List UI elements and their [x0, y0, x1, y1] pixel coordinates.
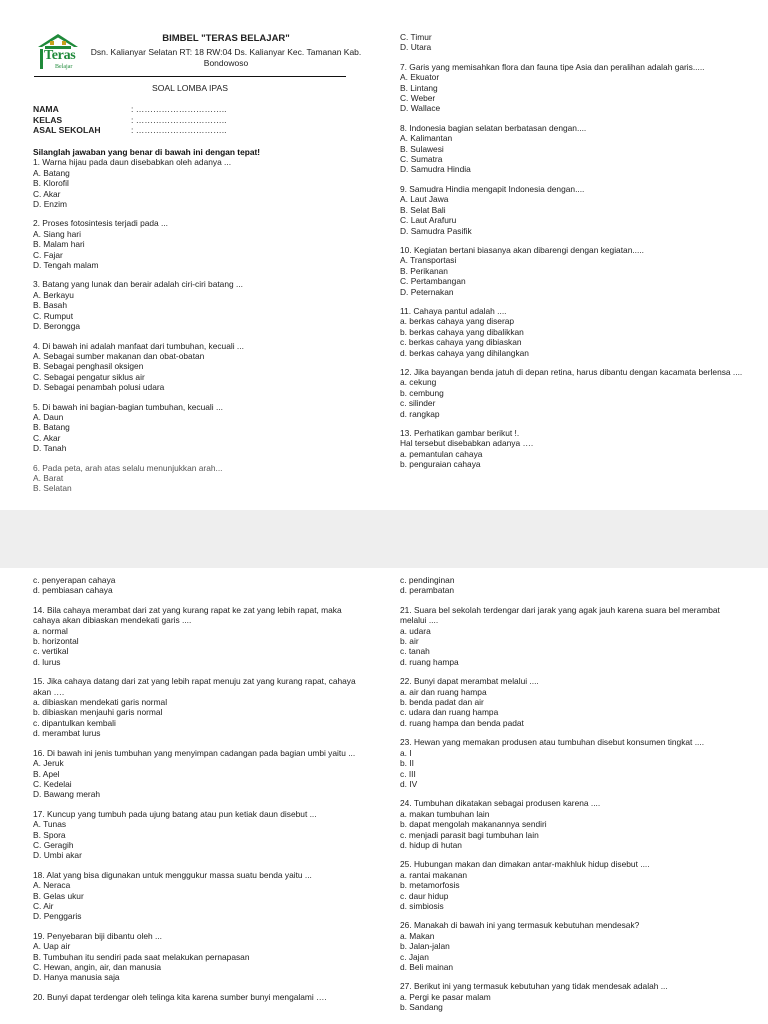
question-text: 7. Garis yang memisahkan flora dan fauna tipe Asia dan peralihan adalah garis.....: [400, 61, 705, 72]
answer-option[interactable]: B. Apel: [33, 768, 60, 779]
answer-option[interactable]: c. vertikal: [33, 646, 69, 657]
question-text: 19. Penyebaran biji dibantu oleh ...: [33, 930, 162, 941]
answer-option[interactable]: a. udara: [400, 625, 431, 636]
answer-option[interactable]: A. Berkayu: [33, 289, 74, 300]
answer-option[interactable]: B. Gelas ukur: [33, 890, 84, 901]
question-text: 3. Batang yang lunak dan berair adalah ciri-ciri batang ...: [33, 279, 243, 290]
answer-option[interactable]: a. berkas cahaya yang diserap: [400, 316, 515, 327]
answer-option[interactable]: a. dibiaskan mendekati garis normal: [33, 697, 168, 708]
answer-option[interactable]: B. Perikanan: [400, 265, 448, 276]
answer-option[interactable]: d. hidup di hutan: [400, 839, 462, 850]
answer-option[interactable]: c. daur hidup: [400, 890, 449, 901]
answer-option[interactable]: A. Siang hari: [33, 228, 81, 239]
question-text: 18. Alat yang bisa digunakan untuk menggukur massa suatu benda yaitu ...: [33, 869, 312, 880]
question-item: [400, 859, 745, 911]
question-item: [400, 184, 745, 236]
identity-fill-line[interactable]: : …………………………..: [131, 114, 227, 125]
page2-right-column: [400, 575, 745, 1022]
answer-option[interactable]: b. dapat mengolah makanannya sendiri: [400, 819, 547, 830]
answer-option[interactable]: d. Beli mainan: [400, 962, 454, 972]
answer-option[interactable]: B. Malam hari: [33, 239, 85, 250]
answer-option[interactable]: b. metamorfosis: [400, 880, 460, 891]
answer-option[interactable]: b. Sandang: [400, 1002, 443, 1013]
page-title: SOAL LOMBA IPAS: [152, 83, 228, 93]
question-item: [33, 575, 358, 596]
question-text: 22. Bunyi dapat merambat melalui ....: [400, 676, 539, 687]
question-text: 6. Pada peta, arah atas selalu menunjukkan arah...: [33, 462, 223, 473]
answer-option[interactable]: b. berkas cahaya yang dibalikkan: [400, 326, 524, 337]
answer-option[interactable]: b. Jalan-jalan: [400, 941, 450, 952]
answer-option[interactable]: d. ruang hampa: [400, 656, 459, 667]
institution-address: Dsn. Kalianyar Selatan RT: 18 RW:04 Ds. Kalianyar Kec. Tamanan Kab. Bondowoso: [90, 47, 362, 68]
answer-option[interactable]: A. Uap air: [33, 941, 71, 952]
answer-option[interactable]: c. berkas cahaya yang dibiaskan: [400, 337, 522, 348]
question-item: [400, 306, 745, 358]
question-text: 4. Di bawah ini adalah manfaat dari tumbuhan, kecuali ...: [33, 340, 244, 351]
answer-option[interactable]: B. Sebagai penghasil oksigen: [33, 361, 144, 372]
page1-right-column: [400, 32, 745, 479]
instruction-text: Silanglah jawaban yang benar di bawah ini dengan tepat!: [33, 147, 261, 157]
answer-option[interactable]: C. Weber: [400, 93, 436, 104]
answer-option[interactable]: a. I: [400, 747, 412, 758]
question-text: 15. Jika cahaya datang dari zat yang lebih rapat menuju zat yang kurang rapat, cahaya akan ….: [33, 676, 356, 697]
answer-option[interactable]: d. rangkap: [400, 408, 440, 419]
answer-option[interactable]: d. berkas cahaya yang dihilangkan: [400, 347, 529, 358]
answer-option[interactable]: D. Peternakan: [400, 286, 454, 297]
answer-option[interactable]: B. Tumbuhan itu sendiri pada saat melakukan pernapasan: [33, 951, 250, 962]
answer-option[interactable]: D. Umbi akar: [33, 850, 82, 861]
question-text: 26. Manakah di bawah ini yang termasuk kebutuhan mendesak?: [400, 920, 640, 931]
answer-option[interactable]: C. Fajar: [33, 249, 63, 260]
answer-option[interactable]: C. Laut Arafuru: [400, 215, 457, 226]
question-text: 27. Berikut ini yang termasuk kebutuhan yang tidak mendesak adalah ...: [400, 981, 668, 992]
answer-option[interactable]: B. Spora: [33, 829, 66, 840]
answer-option[interactable]: B. Lintang: [400, 82, 438, 93]
answer-option[interactable]: d. simbiosis: [400, 900, 444, 911]
question-text: 12. Jika bayangan benda jatuh di depan retina, harus dibantu dengan kacamata berlensa ....: [400, 366, 743, 377]
question-item: [33, 463, 383, 494]
question-item: [33, 218, 383, 270]
answer-option[interactable]: C. Geragih: [33, 839, 74, 850]
answer-option[interactable]: C. Akar: [33, 432, 61, 443]
answer-option[interactable]: a. Makan: [400, 930, 435, 941]
question-item: [33, 870, 358, 922]
question-text: 5. Di bawah ini bagian-bagian tumbuhan, kecuali ...: [33, 401, 223, 412]
answer-option[interactable]: a. rantai makanan: [400, 869, 468, 880]
question-text: 23. Hewan yang memakan produsen atau tumbuhan disebut konsumen tingkat ....: [400, 737, 705, 748]
answer-option[interactable]: C. Akar: [33, 188, 61, 199]
question-item: [33, 992, 358, 1002]
question-item: [400, 123, 745, 175]
answer-option[interactable]: b. benda padat dan air: [400, 697, 484, 708]
answer-option[interactable]: D. Hanya manusia saja: [33, 972, 120, 983]
answer-option[interactable]: c. penyerapan cahaya: [33, 575, 116, 585]
question-item: [33, 676, 358, 738]
identity-block: [33, 104, 227, 136]
identity-label: ASAL SEKOLAH: [33, 125, 101, 136]
identity-row-kelas: [33, 115, 227, 126]
answer-option[interactable]: b. cembung: [400, 387, 444, 398]
question-text: 13. Perhatikan gambar berikut !. Hal tersebut disebabkan adanya ….: [400, 428, 534, 449]
answer-option[interactable]: D. Samudra Hindia: [400, 164, 471, 175]
answer-option[interactable]: b. II: [400, 758, 414, 769]
page1-left-column: [33, 147, 383, 503]
answer-option[interactable]: D. Samudra Pasifik: [400, 225, 472, 236]
answer-option[interactable]: c. Jajan: [400, 951, 429, 962]
question-text: 24. Tumbuhan dikatakan sebagai produsen karena ....: [400, 798, 601, 809]
answer-option[interactable]: D. Sebagai penambah polusi udara: [33, 382, 165, 393]
question-text: 21. Suara bel sekolah terdengar dari jarak yang agak jauh karena suara bel merambat melalui ....: [400, 604, 720, 626]
answer-option[interactable]: D. Tengah malam: [33, 260, 99, 271]
answer-option[interactable]: a. air dan ruang hampa: [400, 686, 487, 697]
question-text: 17. Kuncup yang tumbuh pada ujung batang atau pun ketiak daun disebut ...: [33, 808, 317, 819]
question-item: [33, 279, 383, 331]
identity-row-nama: [33, 104, 227, 115]
identity-label: KELAS: [33, 114, 63, 125]
worksheet-page-2: [0, 568, 768, 1024]
answer-option[interactable]: C. Sumatra: [400, 154, 443, 165]
answer-option[interactable]: c. tanah: [400, 646, 430, 657]
question-item: [33, 605, 358, 667]
answer-option[interactable]: D. Wallace: [400, 103, 441, 114]
question-item: [33, 157, 383, 209]
identity-fill-line[interactable]: : …………………………..: [131, 125, 227, 136]
question-text: 16. Di bawah ini jenis tumbuhan yang menyimpan cadangan pada bagian umbi yaitu ...: [33, 747, 356, 758]
header-block: [80, 33, 372, 69]
question-item: [400, 676, 745, 728]
answer-option[interactable]: c. dipantulkan kembali: [33, 717, 116, 728]
question-text: 8. Indonesia bagian selatan berbatasan dengan....: [400, 122, 587, 133]
question-text: 14. Bila cahaya merambat dari zat yang kurang rapat ke zat yang lebih rapat, maka cahaya akan dibiaskan mendekati garis ....: [33, 604, 342, 626]
question-text: 9. Samudra Hindia mengapit Indonesia dengan....: [400, 183, 585, 194]
answer-option[interactable]: a. cekung: [400, 377, 437, 388]
answer-option[interactable]: d. merambat lurus: [33, 728, 101, 739]
question-item: [33, 748, 358, 800]
question-item: [400, 245, 745, 297]
answer-option[interactable]: d. ruang hampa dan benda padat: [400, 717, 524, 728]
answer-option[interactable]: c. udara dan ruang hampa: [400, 707, 499, 718]
answer-option[interactable]: C. Rumput: [33, 310, 74, 321]
logo-subtext: Belajar: [55, 64, 73, 70]
answer-option[interactable]: A. Daun: [33, 411, 64, 422]
answer-option[interactable]: D. Enzim: [33, 199, 67, 210]
question-text: 10. Kegiatan bertani biasanya akan dibarengi dengan kegiatan.....: [400, 244, 644, 255]
answer-option[interactable]: D. Penggaris: [33, 911, 82, 922]
answer-option[interactable]: B. Basah: [33, 300, 67, 311]
question-item: [400, 605, 745, 667]
answer-option[interactable]: b. horizontal: [33, 636, 79, 647]
answer-option[interactable]: C. Air: [33, 900, 54, 911]
answer-option[interactable]: A. Batang: [33, 167, 70, 178]
identity-fill-line[interactable]: : …………………………..: [131, 104, 227, 114]
question-text: 25. Hubungan makan dan dimakan antar-makhluk hidup disebut ....: [400, 859, 650, 870]
answer-option[interactable]: a. pemantulan cahaya: [400, 448, 483, 459]
answer-option[interactable]: A. Jeruk: [33, 758, 64, 769]
answer-option[interactable]: c. pendinginan: [400, 575, 455, 585]
question-item: [400, 920, 745, 972]
answer-option[interactable]: C. Timur: [400, 32, 432, 42]
question-item: [400, 575, 745, 596]
answer-option[interactable]: b. dibiaskan menjauhi garis normal: [33, 707, 163, 718]
bimbel-logo: [36, 33, 80, 75]
logo-wordmark: Teras: [44, 48, 76, 63]
answer-option[interactable]: A. Kalimantan: [400, 133, 453, 144]
question-text: 11. Cahaya pantul adalah ....: [400, 305, 507, 316]
answer-option[interactable]: c. III: [400, 768, 416, 779]
question-text: 1. Warna hijau pada daun disebabkan oleh adanya ...: [33, 157, 232, 168]
answer-option[interactable]: a. makan tumbuhan lain: [400, 808, 490, 819]
answer-option[interactable]: D. Utara: [400, 42, 432, 53]
question-item: [33, 402, 383, 454]
institution-name: BIMBEL "TERAS BELAJAR": [162, 33, 290, 44]
identity-label: NAMA: [33, 104, 59, 114]
answer-option[interactable]: a. Pergi ke pasar malam: [400, 991, 491, 1002]
answer-option[interactable]: A. Neraca: [33, 880, 71, 891]
question-item: [400, 367, 745, 419]
answer-option[interactable]: B. Selat Bali: [400, 204, 446, 215]
answer-option[interactable]: C. Pertambangan: [400, 276, 466, 287]
question-item: [33, 341, 383, 393]
worksheet-page-1: [0, 0, 768, 510]
answer-option[interactable]: A. Transportasi: [400, 255, 457, 266]
header-divider: [34, 76, 346, 77]
answer-option[interactable]: d. IV: [400, 778, 418, 789]
question-item: [400, 798, 745, 850]
answer-option[interactable]: C. Sebagai pengatur siklus air: [33, 371, 145, 382]
answer-option[interactable]: c. silinder: [400, 398, 436, 409]
question-item: [400, 428, 745, 470]
question-item: [33, 931, 358, 983]
page2-left-column: [33, 575, 358, 1011]
answer-option[interactable]: b. air: [400, 636, 419, 647]
answer-option[interactable]: B. Batang: [33, 422, 70, 433]
answer-option[interactable]: d. perambatan: [400, 585, 455, 596]
answer-option[interactable]: B. Klorofil: [33, 178, 69, 189]
question-text: 20. Bunyi dapat terdengar oleh telinga kita karena sumber bunyi mengalami ….: [33, 991, 327, 1002]
answer-option[interactable]: D. Berongga: [33, 321, 81, 332]
question-item: [400, 62, 745, 114]
question-item: [400, 737, 745, 789]
identity-row-asal-sekolah: [33, 125, 227, 136]
question-text: 2. Proses fotosintesis terjadi pada ...: [33, 218, 169, 229]
answer-option[interactable]: d. pembiasan cahaya: [33, 585, 113, 596]
answer-option[interactable]: a. normal: [33, 625, 68, 636]
answer-option[interactable]: A. Sebagai sumber makanan dan obat-obatan: [33, 350, 205, 361]
answer-option[interactable]: B. Selatan: [33, 483, 72, 494]
answer-option[interactable]: b. penguraian cahaya: [400, 459, 481, 470]
answer-option[interactable]: c. menjadi parasit bagi tumbuhan lain: [400, 829, 539, 840]
question-item: [400, 981, 745, 1012]
answer-option[interactable]: A. Tunas: [33, 819, 67, 830]
answer-option[interactable]: d. lurus: [33, 656, 61, 667]
answer-option[interactable]: A. Barat: [33, 472, 64, 483]
answer-option[interactable]: D. Bawang merah: [33, 789, 101, 800]
answer-option[interactable]: C. Kedelai: [33, 778, 72, 789]
answer-option[interactable]: B. Sulawesi: [400, 143, 444, 154]
answer-option[interactable]: A. Ekuator: [400, 72, 440, 83]
question-item: [33, 809, 358, 861]
question-item: [400, 32, 745, 53]
answer-option[interactable]: C. Hewan, angin, air, dan manusia: [33, 962, 162, 972]
answer-option[interactable]: A. Laut Jawa: [400, 194, 449, 205]
answer-option[interactable]: D. Tanah: [33, 443, 67, 454]
